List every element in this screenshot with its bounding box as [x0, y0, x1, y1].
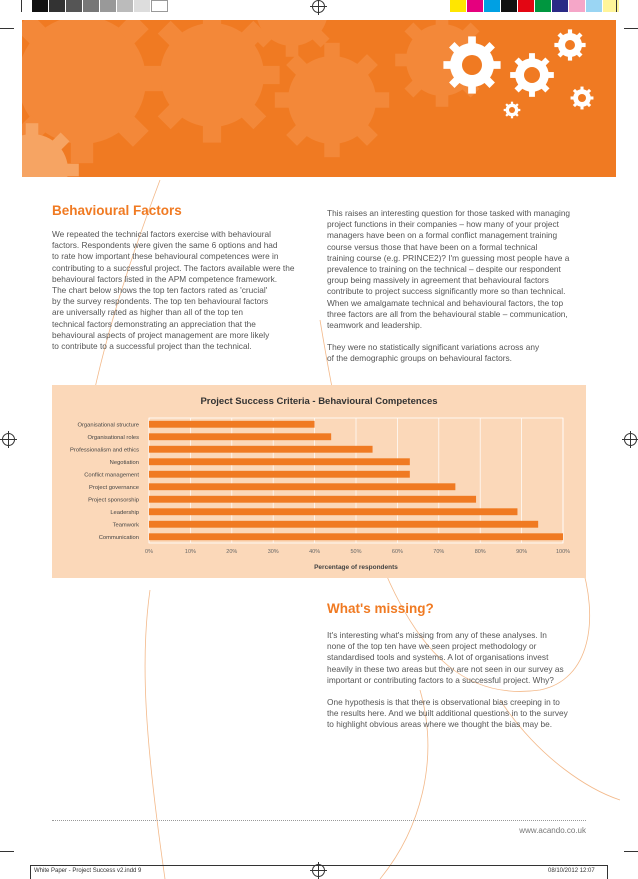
- text-line: We repeated the technical factors exercise with behavioural: [52, 229, 271, 239]
- text-line: teamwork and leadership.: [327, 320, 423, 331]
- category-label: Project governance: [89, 484, 139, 491]
- text-line: three factors are all from the behavioural stable – communication,: [327, 308, 568, 319]
- bar: [149, 446, 373, 453]
- behavioural-factors-paragraph: [52, 229, 317, 352]
- category-label: Organisational structure: [77, 422, 139, 429]
- chart-title: Project Success Criteria - Behavioural Competences: [200, 396, 438, 407]
- footer-divider: [52, 820, 586, 821]
- category-label: Communication: [98, 534, 139, 541]
- bar: [149, 421, 315, 428]
- cmyk-colour-bar: [450, 0, 620, 12]
- x-tick-label: 60%: [391, 549, 403, 555]
- crop-mark: [624, 851, 638, 852]
- x-tick-label: 100%: [555, 549, 571, 555]
- bar: [149, 458, 410, 465]
- bar: [149, 496, 476, 503]
- bar: [149, 508, 517, 515]
- x-tick-label: 30%: [267, 549, 279, 555]
- text-line: technical factors demonstrating an appreciation that the: [52, 318, 256, 329]
- x-tick-label: 40%: [309, 549, 321, 555]
- category-label: Professionalism and ethics: [70, 447, 139, 454]
- text-line: contribute to project success significantly more so than technical.: [327, 286, 566, 297]
- crop-mark: [0, 851, 14, 852]
- text-line: group being massively in agreement that behavioural factors: [327, 275, 549, 286]
- category-label: Teamwork: [112, 522, 139, 529]
- x-tick-label: 10%: [184, 549, 196, 555]
- text-line: important or contributing factors to a successful project. Why?: [327, 674, 554, 685]
- text-line: They were no statistically significant variations across any: [327, 342, 540, 353]
- header-banner: [22, 20, 616, 177]
- text-line: When we amalgamate technical and behavioural factors, the top: [327, 297, 564, 308]
- x-tick-label: 80%: [474, 549, 486, 555]
- cog-pattern-illustration: [22, 20, 616, 177]
- section-heading-behavioural-factors: Behavioural Factors: [52, 203, 182, 218]
- text-line: to highlight obvious areas where we thought the bias may be.: [327, 719, 553, 730]
- text-line: prevalence to training on the technical – despite our respondent: [327, 264, 561, 275]
- category-label: Conflict management: [84, 472, 139, 479]
- text-line: It's interesting what's missing from any of these analyses. In: [327, 630, 547, 640]
- text-line: to rate how important these behavioural competences were in: [52, 251, 279, 262]
- bar: [149, 433, 331, 440]
- text-line: One hypothesis is that there is observational bias creeping in to: [327, 697, 560, 708]
- footer-website-link[interactable]: www.acando.co.uk: [519, 826, 586, 835]
- section-heading-whats-missing: What's missing?: [327, 601, 434, 616]
- text-line: behavioural factors listed in the APM competence framework.: [52, 273, 278, 284]
- x-axis-label: Percentage of respondents: [314, 564, 398, 571]
- category-label: Organisational roles: [87, 434, 139, 441]
- crop-mark: [21, 0, 22, 12]
- registration-mark-top: [312, 0, 325, 13]
- text-line: This raises an interesting question for those tasked with managing: [327, 208, 571, 218]
- text-line: training course (e.g. PRINCE2)? I'm guessing most people have a: [327, 252, 570, 263]
- text-line: none of the top ten have we seen project methodology or: [327, 641, 537, 652]
- x-tick-label: 70%: [433, 549, 445, 555]
- x-tick-label: 0%: [145, 549, 153, 555]
- category-label: Project sponsorship: [88, 497, 139, 504]
- text-line: The chart below shows the top ten factors rated as 'crucial': [52, 285, 268, 296]
- text-line: heavily in these two areas but they are not seen in our survey as: [327, 663, 564, 674]
- bar: [149, 521, 538, 528]
- chart-panel: [52, 385, 586, 578]
- slug-filename: White Paper - Project Success v2.indd 9: [34, 868, 142, 874]
- text-line: to contribute to a successful project than the technical.: [52, 341, 252, 352]
- bar: [149, 483, 455, 490]
- registration-mark-left: [2, 433, 15, 446]
- text-line: standardised tools and systems. A lot of organisations invest: [327, 652, 549, 663]
- category-label: Leadership: [110, 509, 139, 516]
- crop-mark: [0, 28, 14, 29]
- text-line: the results here. And we built additional questions in to the survey: [327, 708, 568, 719]
- slug-timestamp: 08/10/2012 12:07: [548, 868, 595, 874]
- x-tick-label: 90%: [516, 549, 528, 555]
- training-question-paragraph: [327, 208, 592, 365]
- text-line: behavioural aspects of project management are more likely: [52, 329, 270, 340]
- text-line: by the survey respondents. The top ten behavioural factors: [52, 296, 269, 307]
- grayscale-colour-bar: [32, 0, 168, 12]
- text-line: are universally rated as higher than all of the top ten: [52, 307, 243, 318]
- crop-mark: [616, 0, 617, 12]
- text-line: managers have been on a formal conflict management training: [327, 230, 558, 241]
- x-tick-label: 20%: [226, 549, 238, 555]
- bar: [149, 471, 410, 478]
- bar: [149, 533, 563, 540]
- text-line: course versus those that have been on a formal technical: [327, 241, 538, 252]
- registration-mark-right: [624, 433, 637, 446]
- text-line: contributing to a successful project. The factors available were the: [52, 262, 295, 273]
- text-line: project functions in their companies – how many of your project: [327, 219, 559, 230]
- x-tick-label: 50%: [350, 549, 362, 555]
- whats-missing-paragraph: [327, 630, 592, 731]
- bar-chart: [52, 385, 586, 578]
- category-label: Negotiation: [109, 459, 139, 466]
- crop-mark: [624, 28, 638, 29]
- text-line: factors. Respondents were given the same 6 options and had: [52, 240, 278, 251]
- text-line: of the demographic groups on behavioural factors.: [327, 353, 512, 364]
